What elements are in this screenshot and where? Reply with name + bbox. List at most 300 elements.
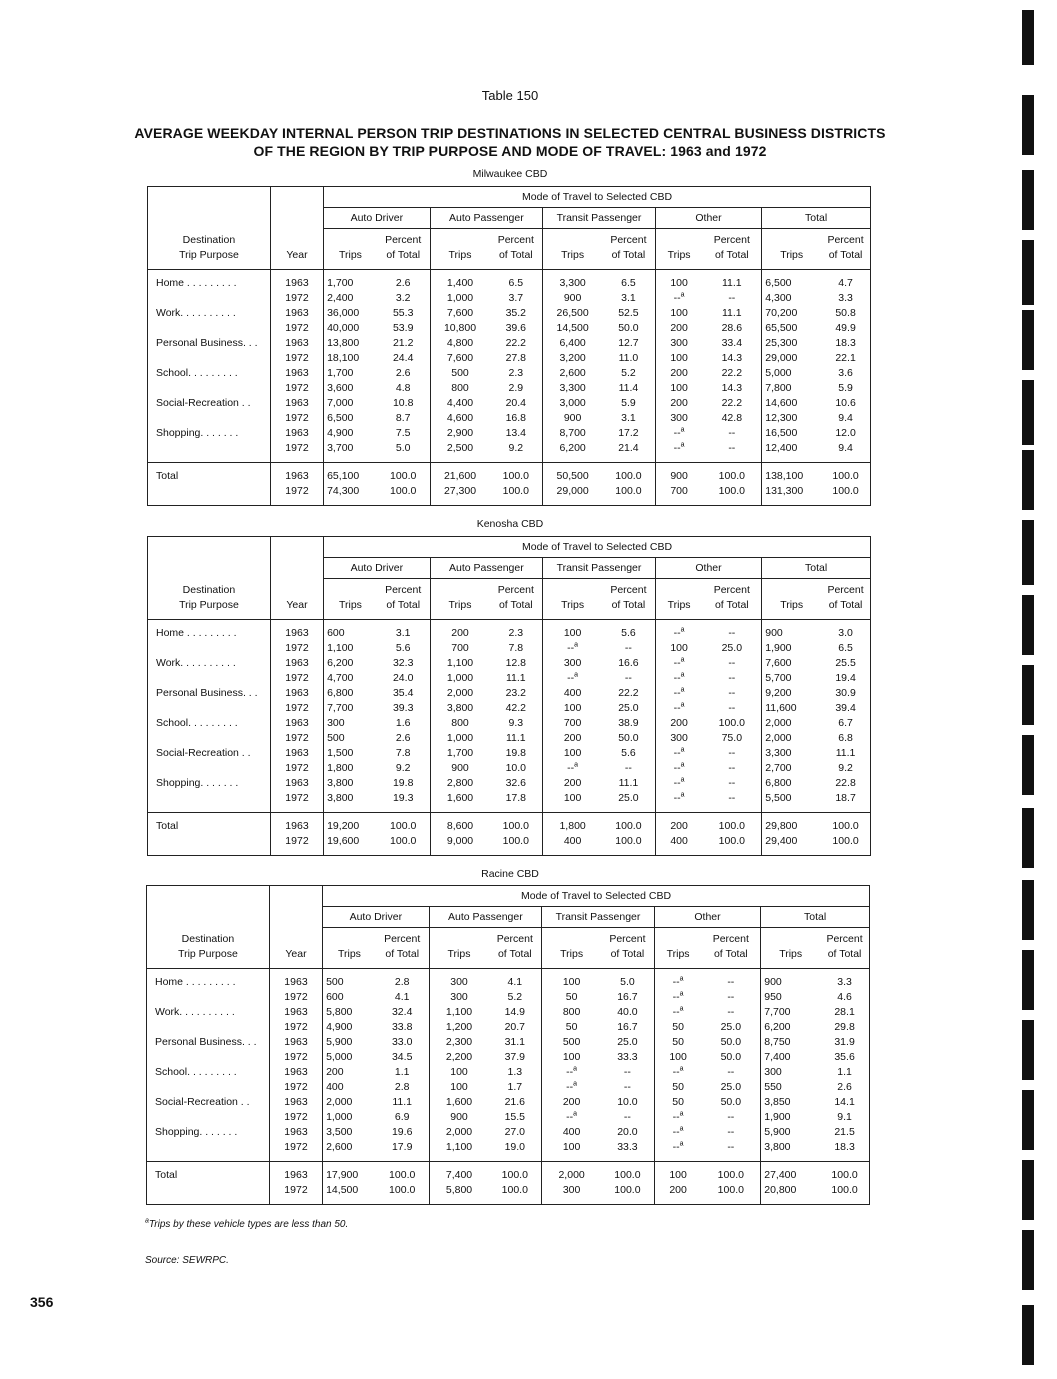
margin-mark (1022, 310, 1034, 370)
trip-purpose-cell (148, 641, 271, 656)
value-cell: 75.0 (702, 731, 761, 746)
value-cell: -- (702, 426, 761, 441)
value-cell: 2,300 (445, 1036, 473, 1048)
percent-header: Percent (377, 233, 430, 248)
value-cell: 3,300 (559, 382, 586, 394)
auto-passenger-header: Auto Passenger (429, 907, 542, 928)
year-cell: 1963 (269, 1065, 322, 1080)
value-cell: 3,800 (446, 702, 474, 714)
value-cell: 700 (563, 717, 582, 729)
value-cell: -- (701, 975, 760, 990)
value-cell: 100.0 (702, 819, 761, 834)
value-cell: 27.8 (489, 351, 542, 366)
table-row (147, 1020, 870, 1035)
value-cell: 300 (670, 732, 688, 744)
value-cell: 25.0 (701, 1020, 760, 1035)
value-cell: 300 (562, 1184, 581, 1196)
trips-header: Trips (762, 598, 821, 620)
trip-purpose-cell: Home . . . . . . . . . (148, 626, 271, 641)
value-cell: 10,800 (443, 322, 477, 334)
dash-value: -- (566, 1081, 574, 1093)
year-cell: 1972 (270, 791, 323, 806)
value-cell: 2,200 (445, 1051, 473, 1063)
value-cell: 6.5 (489, 276, 542, 291)
value-cell: -- (702, 701, 761, 716)
table-row (148, 306, 871, 321)
value-cell: 3,600 (327, 382, 354, 394)
value-cell: 8,750 (764, 1036, 791, 1048)
value-cell: 31.9 (834, 1036, 855, 1048)
of-total-header: of Total (701, 947, 760, 969)
header-spacer (270, 537, 323, 584)
dash-value: -- (673, 687, 681, 699)
value-cell: 11.1 (702, 276, 761, 291)
total-row (148, 819, 871, 834)
value-cell: 9.2 (489, 441, 542, 456)
value-cell: 12.0 (835, 427, 856, 439)
value-cell: 3,300 (559, 277, 586, 289)
value-cell: 1,900 (765, 642, 792, 654)
value-cell: 9.3 (489, 716, 542, 731)
footnote-mark: a (145, 1217, 149, 1225)
footnote-mark: a (679, 1065, 684, 1073)
value-cell: 300 (670, 412, 688, 424)
value-cell: 11.0 (602, 351, 655, 366)
value-cell: 50.0 (701, 1050, 760, 1065)
header-row (148, 537, 871, 558)
value-cell: 22.2 (602, 686, 655, 701)
value-cell (655, 701, 702, 716)
trips-header: Trips (655, 598, 702, 620)
value-cell: -- (702, 441, 761, 456)
footnote-mark: a (679, 1140, 684, 1148)
value-cell: -- (702, 656, 761, 671)
value-cell: 3,500 (326, 1126, 353, 1138)
value-cell: 100 (563, 792, 582, 804)
footnote-mark: a (679, 975, 684, 983)
value-cell: 15.5 (488, 1110, 541, 1125)
value-cell: 5,700 (765, 672, 792, 684)
spacer-cell (602, 499, 655, 506)
year-cell: 1963 (269, 1005, 322, 1020)
value-cell: 6.8 (838, 732, 853, 744)
header-spacer (761, 932, 820, 947)
total-row (148, 834, 871, 849)
footnote-mark: a (679, 1005, 684, 1013)
year-cell: 1972 (270, 351, 323, 366)
percent-header: Percent (489, 583, 542, 598)
value-cell: 3,000 (559, 397, 586, 409)
value-cell: 7,000 (327, 397, 354, 409)
value-cell: 12.7 (602, 336, 655, 351)
header-row (148, 583, 871, 598)
value-cell: 14,500 (556, 322, 589, 334)
dash-value: -- (673, 427, 681, 439)
value-cell: 400 (563, 687, 582, 699)
value-cell: 100.0 (602, 469, 655, 484)
percent-header: Percent (701, 932, 760, 947)
year-cell: 1972 (270, 321, 323, 336)
trip-purpose-cell: Social-Recreation . . (148, 746, 271, 761)
value-cell: 2,500 (446, 442, 474, 454)
table-caption: Kenosha CBD (476, 518, 544, 530)
table-row (148, 731, 871, 746)
trip-purpose-cell (148, 834, 271, 849)
value-cell: 900 (451, 762, 469, 774)
value-cell (654, 990, 701, 1005)
trip-purpose-cell: Total (148, 819, 271, 834)
spacer-cell (270, 499, 323, 506)
spacer-cell (702, 849, 761, 856)
spacer-cell (762, 499, 821, 506)
value-cell: 100 (450, 1081, 468, 1093)
value-cell: 2,800 (446, 777, 474, 789)
value-cell (543, 641, 602, 656)
value-cell: 14,600 (765, 397, 798, 409)
value-cell: 500 (562, 1036, 581, 1048)
margin-mark (1022, 880, 1034, 940)
value-cell: 3,200 (559, 352, 586, 364)
value-cell: 5,000 (326, 1051, 353, 1063)
value-cell: 100.0 (377, 819, 430, 834)
value-cell: 20,800 (764, 1184, 797, 1196)
value-cell: 200 (562, 1096, 581, 1108)
margin-mark (1022, 520, 1034, 585)
year-cell: 1963 (270, 336, 323, 351)
value-cell: 50.0 (602, 321, 655, 336)
footnote-mark: a (679, 1110, 684, 1118)
value-cell: 100 (563, 747, 582, 759)
value-cell (654, 975, 701, 990)
value-cell: 1,500 (327, 747, 354, 759)
value-cell: 100.0 (377, 484, 430, 499)
header-spacer (270, 583, 323, 598)
value-cell: 4,300 (765, 292, 792, 304)
value-cell: 11.1 (602, 776, 655, 791)
value-cell: 4,400 (446, 397, 474, 409)
value-cell: 42.8 (702, 411, 761, 426)
value-cell (655, 761, 702, 776)
footnote-mark: a (679, 990, 684, 998)
value-cell: 100.0 (602, 834, 655, 849)
of-total-header: of Total (821, 248, 870, 270)
value-cell: 5,500 (765, 792, 792, 804)
value-cell: 200 (563, 777, 582, 789)
value-cell: 19.0 (488, 1140, 541, 1155)
value-cell: 5,900 (326, 1036, 353, 1048)
value-cell: 16.7 (601, 990, 654, 1005)
footnote-mark: a (573, 1080, 578, 1088)
header-spacer (270, 187, 323, 234)
value-cell: 100.0 (488, 1168, 541, 1183)
trips-header: Trips (762, 248, 821, 270)
value-cell: 28.6 (702, 321, 761, 336)
value-cell: 29,000 (765, 352, 798, 364)
footnote-mark: a (573, 1110, 578, 1118)
auto-driver-header: Auto Driver (324, 558, 430, 579)
value-cell: 2.9 (489, 381, 542, 396)
value-cell: 100.0 (489, 484, 542, 499)
value-cell: 1,800 (559, 820, 586, 832)
table-row (147, 990, 870, 1005)
value-cell: 20.7 (488, 1020, 541, 1035)
value-cell: 2,000 (765, 717, 792, 729)
header-row (147, 932, 870, 947)
trip-purpose-cell (147, 1140, 270, 1155)
value-cell: 12,300 (765, 412, 798, 424)
table-row (147, 1005, 870, 1020)
value-cell: 25.0 (602, 791, 655, 806)
percent-header: Percent (702, 583, 761, 598)
value-cell: 100.0 (376, 1168, 429, 1183)
table-caption: Milwaukee CBD (472, 168, 548, 180)
dash-value: -- (566, 1066, 574, 1078)
auto-passenger-header: Auto Passenger (430, 558, 543, 579)
value-cell: 10.8 (377, 396, 430, 411)
value-cell: 100.0 (489, 819, 542, 834)
value-cell: 19.3 (377, 791, 430, 806)
value-cell: 33.3 (601, 1140, 654, 1155)
value-cell (654, 1125, 701, 1140)
value-cell: 100.0 (601, 1183, 654, 1198)
trips-header: Trips (654, 947, 701, 969)
value-cell: 50 (672, 1096, 684, 1108)
value-cell: 2,000 (558, 1169, 585, 1181)
trip-purpose-cell: Personal Business. . . (148, 686, 271, 701)
spacer-cell (376, 1198, 429, 1205)
value-cell: 22.8 (835, 777, 856, 789)
trip-purpose-cell: Shopping. . . . . . . (148, 776, 271, 791)
value-cell: 7,600 (765, 657, 792, 669)
value-cell: 18.3 (834, 1141, 855, 1153)
value-cell: -- (702, 776, 761, 791)
value-cell: 9.2 (377, 761, 430, 776)
value-cell: 100.0 (701, 1183, 760, 1198)
spacer-cell (489, 849, 542, 856)
header-spacer (762, 583, 821, 598)
year-cell: 1972 (270, 381, 323, 396)
value-cell: 100 (670, 642, 688, 654)
value-cell: 52.5 (602, 306, 655, 321)
value-cell: 4,900 (326, 1021, 353, 1033)
value-cell: 8,600 (446, 820, 474, 832)
year-cell: 1972 (270, 441, 323, 456)
margin-mark (1022, 1090, 1034, 1150)
value-cell: 4.6 (837, 991, 852, 1003)
total-row (147, 1183, 870, 1198)
spacer-cell (761, 1198, 820, 1205)
trip-purpose-cell: Work. . . . . . . . . . (148, 656, 271, 671)
year-header: Year (270, 248, 323, 270)
spacer-cell (489, 499, 542, 506)
total-header: Total (762, 558, 871, 579)
value-cell: 5.6 (602, 626, 655, 641)
value-cell: 3.3 (837, 976, 852, 988)
value-cell: 5.9 (838, 382, 853, 394)
year-cell: 1972 (269, 1050, 322, 1065)
value-cell: 11.1 (702, 306, 761, 321)
value-cell: 1,000 (326, 1111, 353, 1123)
of-total-header: of Total (702, 248, 761, 270)
value-cell: 3,850 (764, 1096, 791, 1108)
value-cell: 100.0 (377, 834, 430, 849)
value-cell: 300 (764, 1066, 782, 1078)
trip-purpose-cell (147, 1020, 270, 1035)
value-cell: 17.9 (376, 1140, 429, 1155)
total-row (148, 469, 871, 484)
dash-value: -- (566, 1111, 574, 1123)
value-cell (655, 441, 702, 456)
value-cell: 1,100 (445, 1141, 473, 1153)
value-cell: 200 (670, 322, 688, 334)
value-cell: -- (702, 761, 761, 776)
dash-value: -- (673, 702, 681, 714)
value-cell: 1,700 (446, 747, 474, 759)
value-cell: 11.1 (489, 731, 542, 746)
value-cell: 2,000 (446, 687, 474, 699)
table-row (147, 1110, 870, 1125)
value-cell: 23.2 (489, 686, 542, 701)
value-cell: -- (601, 1065, 654, 1080)
value-cell: 400 (563, 835, 582, 847)
value-cell: 16,500 (765, 427, 798, 439)
value-cell: 28.1 (834, 1006, 855, 1018)
value-cell: 100.0 (601, 1168, 654, 1183)
value-cell: 22.2 (489, 336, 542, 351)
trip-purpose-cell (148, 411, 271, 426)
trip-purpose-cell: Social-Recreation . . (148, 396, 271, 411)
spacer-cell (820, 1198, 869, 1205)
trip-purpose-cell (147, 1183, 270, 1198)
value-cell: 19.8 (489, 746, 542, 761)
year-header: Year (270, 598, 323, 620)
value-cell: 9.1 (837, 1111, 852, 1123)
transit-passenger-header: Transit Passenger (543, 558, 656, 579)
value-cell: 42.2 (489, 701, 542, 716)
value-cell: 600 (327, 627, 345, 639)
year-cell: 1963 (270, 746, 323, 761)
value-cell (655, 656, 702, 671)
table-row (148, 791, 871, 806)
value-cell: 3.1 (602, 291, 655, 306)
value-cell: 4.1 (376, 990, 429, 1005)
value-cell: 38.9 (602, 716, 655, 731)
value-cell: 131,300 (765, 485, 804, 497)
mode-header: Mode of Travel to Selected CBD (324, 187, 871, 208)
year-cell: 1963 (270, 306, 323, 321)
year-cell: 1972 (270, 731, 323, 746)
of-total-header: of Total (602, 248, 655, 270)
spacer-cell (430, 499, 489, 506)
value-cell: 300 (450, 991, 468, 1003)
value-cell: 1.1 (837, 1066, 852, 1078)
value-cell: 100.0 (488, 1183, 541, 1198)
spacer-cell (702, 499, 761, 506)
spacer-cell (655, 499, 702, 506)
value-cell: -- (702, 746, 761, 761)
cbd-table (147, 536, 871, 856)
of-total-header: of Total (820, 947, 869, 969)
margin-mark (1022, 170, 1034, 230)
value-cell: 36,000 (327, 307, 360, 319)
margin-mark (1022, 1160, 1034, 1220)
value-cell: 100.0 (602, 484, 655, 499)
value-cell: 5,800 (445, 1184, 473, 1196)
table-row (147, 1065, 870, 1080)
value-cell: 100.0 (602, 819, 655, 834)
spacer-cell (324, 499, 377, 506)
value-cell: 4.8 (377, 381, 430, 396)
percent-header: Percent (827, 584, 864, 596)
value-cell: 25.5 (835, 657, 856, 669)
trip-purpose-cell (147, 1080, 270, 1095)
header-spacer (543, 233, 602, 248)
value-cell (655, 791, 702, 806)
value-cell: 6.5 (838, 642, 853, 654)
value-cell: 100.0 (701, 1168, 760, 1183)
value-cell: -- (701, 1140, 760, 1155)
value-cell: 100 (670, 277, 688, 289)
table-row (148, 351, 871, 366)
value-cell: 35.6 (834, 1051, 855, 1063)
value-cell: 25.0 (701, 1080, 760, 1095)
value-cell: 100.0 (489, 469, 542, 484)
trip-purpose-cell (148, 791, 271, 806)
spacer-cell (601, 1198, 654, 1205)
footnote (145, 1219, 348, 1230)
value-cell: 7.8 (377, 746, 430, 761)
table-row (148, 366, 871, 381)
value-cell: 900 (764, 976, 782, 988)
value-cell: 3.1 (602, 411, 655, 426)
value-cell: 50.0 (701, 1095, 760, 1110)
value-cell: 800 (451, 717, 469, 729)
value-cell: 49.9 (835, 322, 856, 334)
value-cell: 3.2 (377, 291, 430, 306)
header-spacer (542, 932, 601, 947)
value-cell: 12.8 (489, 656, 542, 671)
trip-purpose-cell (147, 1110, 270, 1125)
value-cell: 6.7 (838, 717, 853, 729)
spacer-cell (269, 1198, 322, 1205)
header-spacer (148, 537, 271, 584)
margin-mark (1022, 95, 1034, 155)
dash-value: -- (673, 672, 681, 684)
header-spacer (429, 932, 488, 947)
value-cell: 9.4 (838, 442, 853, 454)
spacer-cell (701, 1198, 760, 1205)
header-spacer (323, 932, 376, 947)
value-cell: 300 (450, 976, 468, 988)
value-cell: 19.4 (835, 672, 856, 684)
value-cell: 2.6 (837, 1081, 852, 1093)
value-cell: 100 (563, 702, 582, 714)
header-row (148, 233, 871, 248)
trip-purpose-cell: Total (148, 469, 271, 484)
dash-value: -- (672, 1066, 680, 1078)
value-cell: 29,000 (556, 485, 589, 497)
trip-purpose-header: Trip Purpose (148, 598, 271, 620)
value-cell: 74,300 (327, 485, 360, 497)
value-cell: 700 (451, 642, 469, 654)
value-cell: 100 (669, 1051, 687, 1063)
value-cell: 10.0 (601, 1095, 654, 1110)
value-cell: 200 (669, 1184, 687, 1196)
transit-passenger-header: Transit Passenger (542, 907, 655, 928)
value-cell: 21.2 (377, 336, 430, 351)
value-cell: 400 (326, 1081, 344, 1093)
trip-purpose-cell (147, 1050, 270, 1065)
